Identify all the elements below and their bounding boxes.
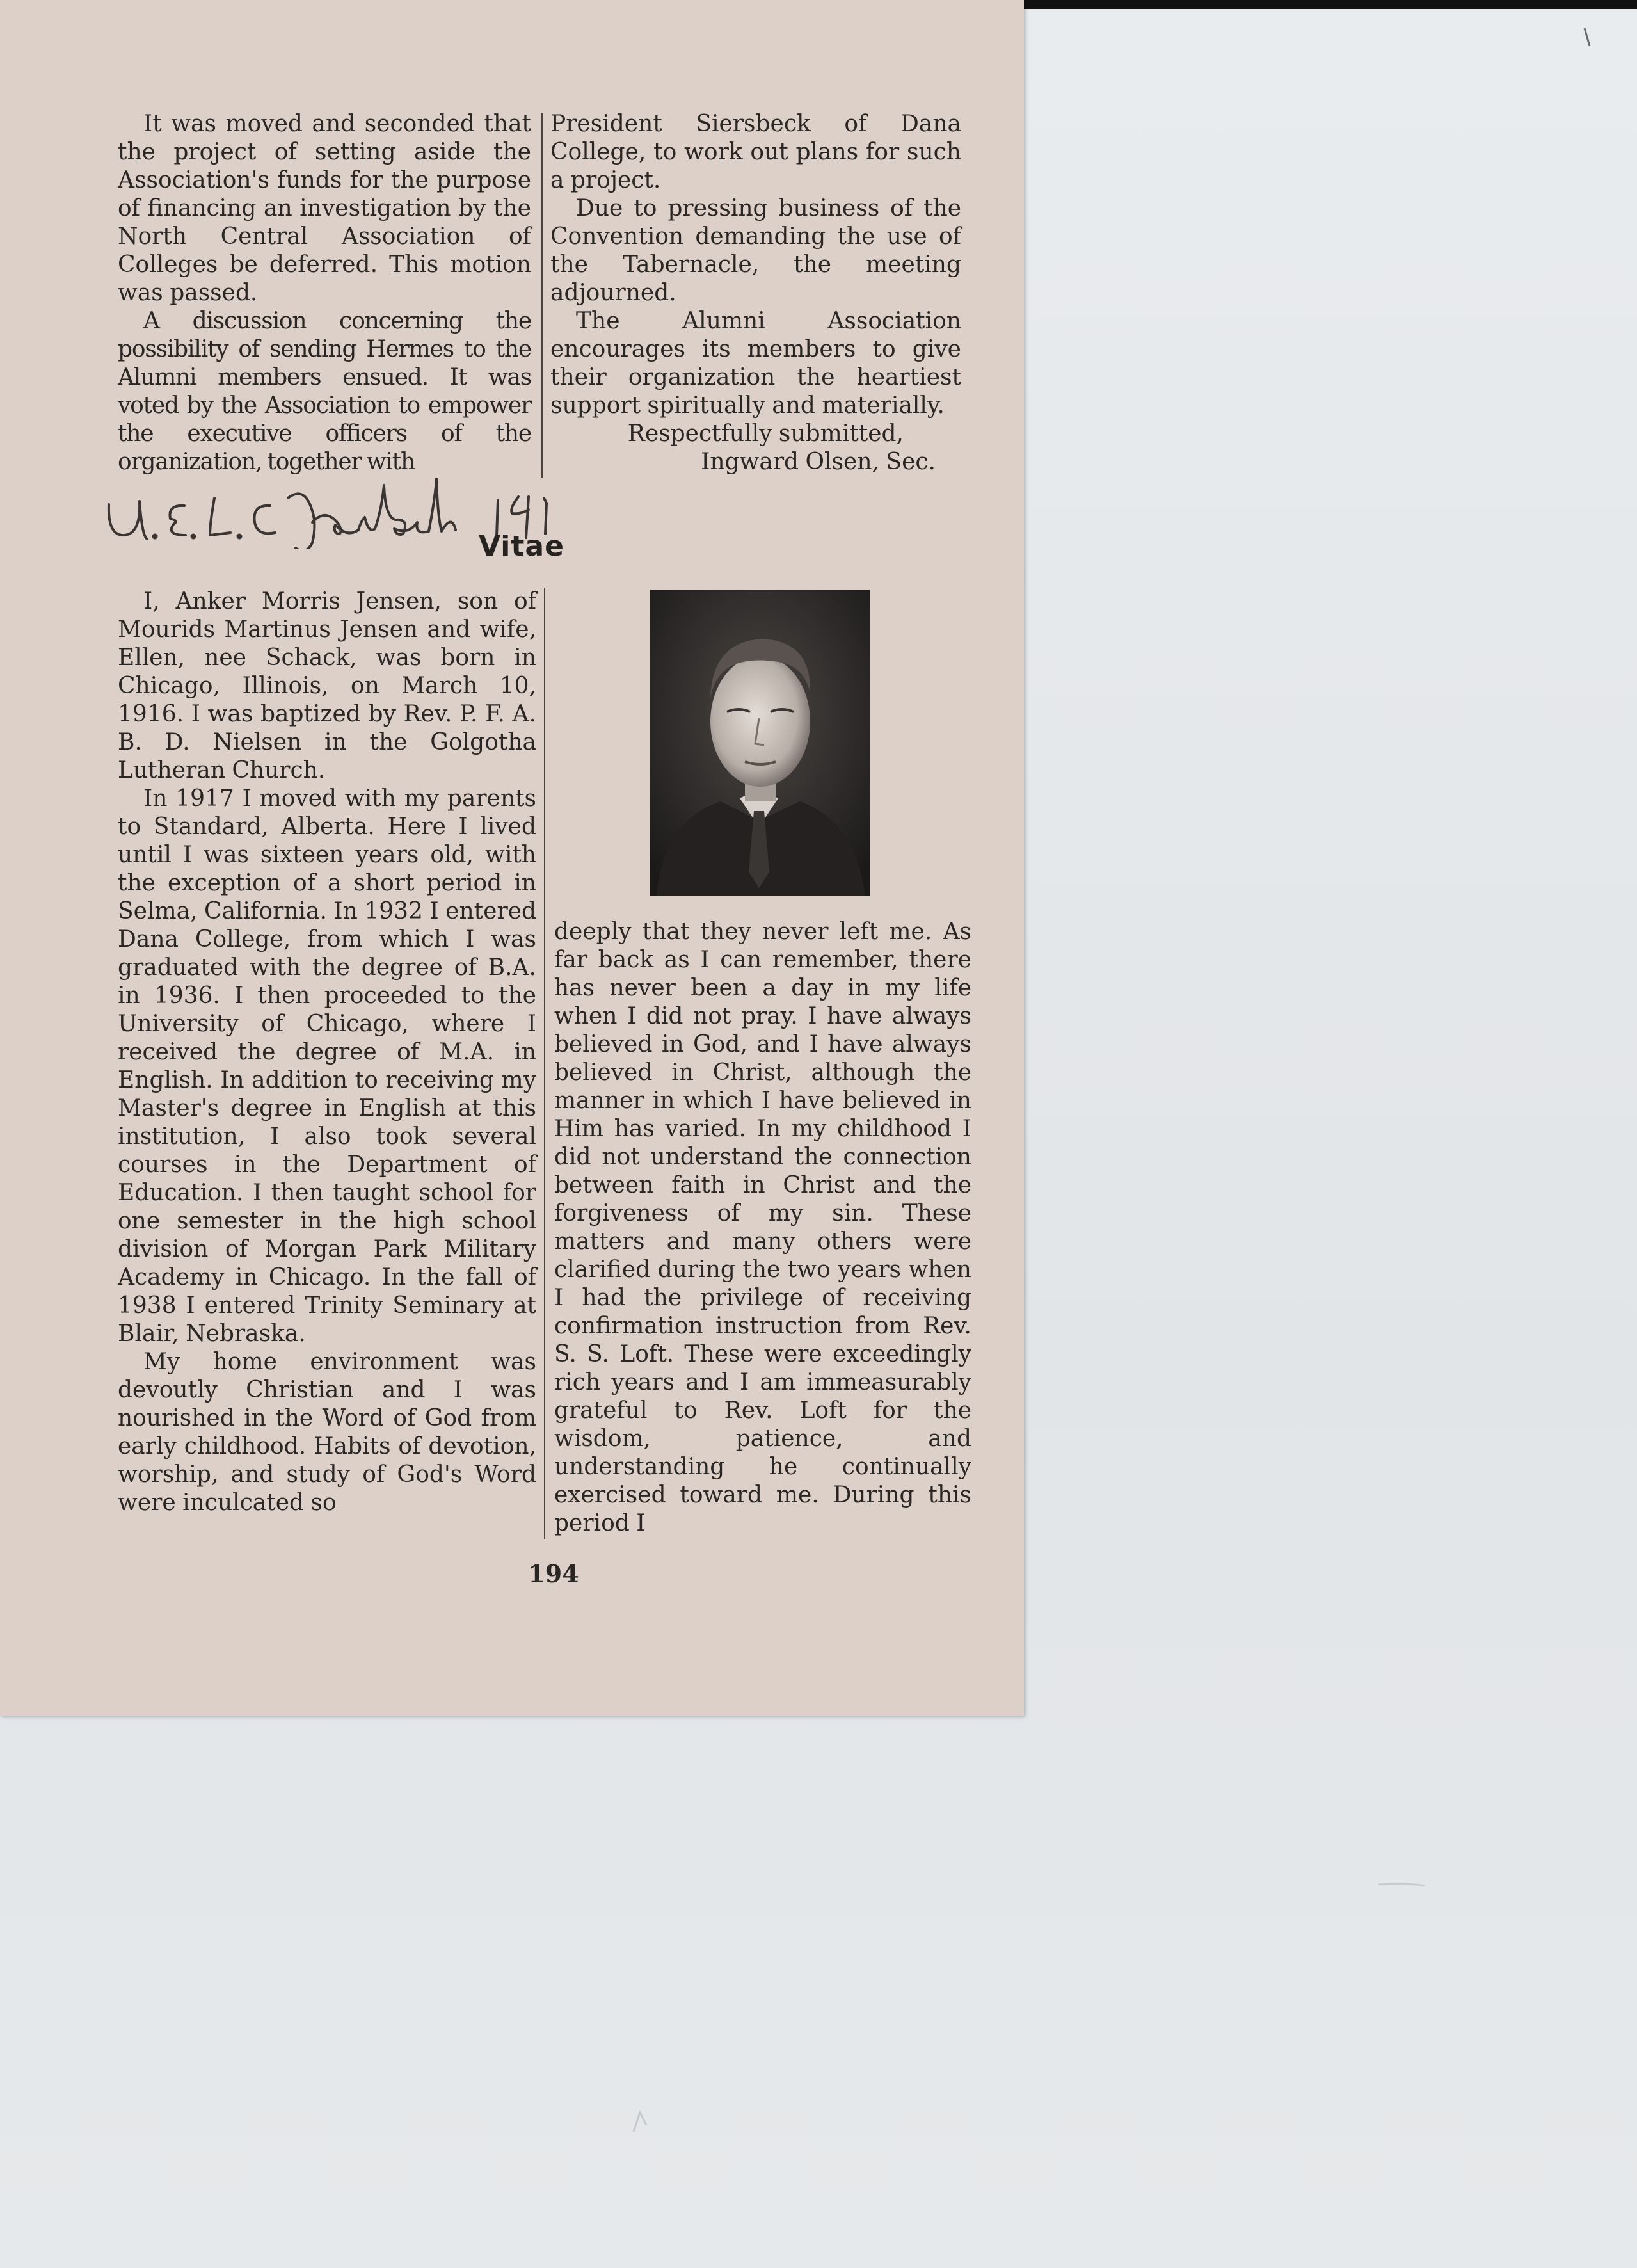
paragraph: Due to pressing business of the Convention demanding the use of the Tabernacle, the meeting adjourned.	[550, 195, 961, 306]
scan-speck	[1376, 1876, 1427, 1895]
signature-name: Ingward Olsen, Sec.	[701, 449, 936, 475]
column-rule	[541, 113, 543, 478]
column-rule	[544, 588, 545, 1539]
yearbook-page	[0, 0, 1024, 1716]
paragraph: My home environment was devoutly Christian and I was nourished in the Word of God from early childhood. Habits of devotion, worship, and study of God's Word were inculcated so	[118, 1349, 536, 1516]
paragraph: It was moved and seconded that the project of setting aside the Association's funds for the purpose of financing an investigation by the North Central Association of Colleges be deferred. This motion was passed.	[118, 111, 531, 306]
paragraph: President Siersbeck of Dana College, to work out plans for such a project.	[550, 111, 961, 193]
top-left-column	[118, 110, 531, 476]
section-heading: Vitae	[479, 530, 564, 563]
paragraph: A discussion concerning the possibility of sending Hermes to the Alumni members ensued. It was voted by the Association to empower the executive officers of the organization, together with	[118, 308, 531, 475]
scanner-edge-strip	[1011, 0, 1637, 9]
scan-speck	[1581, 26, 1600, 51]
portrait-photo	[650, 590, 870, 896]
signature-closing: Respectfully submitted,	[627, 421, 904, 447]
page-number: 194	[528, 1559, 579, 1588]
paragraph: I, Anker Morris Jensen, son of Mourids Martinus Jensen and wife, Ellen, nee Schack, was born in Chicago, Illinois, on March 10, 1916. I was baptized by Rev. P. F. A. B. D. Nielsen in the Golgotha Lutheran Church.	[118, 588, 536, 784]
bottom-left-column	[118, 588, 536, 1517]
top-right-column	[550, 110, 961, 476]
bottom-right-column	[554, 918, 971, 1538]
scan-speck	[627, 2106, 659, 2138]
paragraph: In 1917 I moved with my parents to Standard, Alberta. Here I lived until I was sixteen years old, with the exception of a short period in Selma, California. In 1932 I entered Dana College, from which I was graduated with the degree of B.A. in 1936. I then proceeded to the University of Chicago, where I received the degree of M.A. in English. In addition to receiving my Master's degree in English at this institution, I also took several courses in the Department of Education. I then taught school for one semester in the high school division of Morgan Park Military Academy in Chicago. In the fall of 1938 I entered Trinity Seminary at Blair, Nebraska.	[118, 785, 536, 1347]
paragraph: deeply that they never left me. As far back as I can remember, there has never been a day in my life when I did not pray. I have always believed in God, and I have always believed in Christ, although the manner in which I have believed in Him has varied. In my childhood I did not understand the connection between faith in Christ and the forgiveness of my sin. These matters and many others were clarified during the two years when I had the privilege of receiving confirmation instruction from Rev. S. S. Loft. These were exceedingly rich years and I am immeasurably grateful to Rev. Loft for the wisdom, patience, and understanding he continually exercised toward me. During this period I	[554, 919, 971, 1536]
paragraph: The Alumni Association encourages its members to give their organization the heartiest support spiritually and materially.	[550, 308, 961, 419]
